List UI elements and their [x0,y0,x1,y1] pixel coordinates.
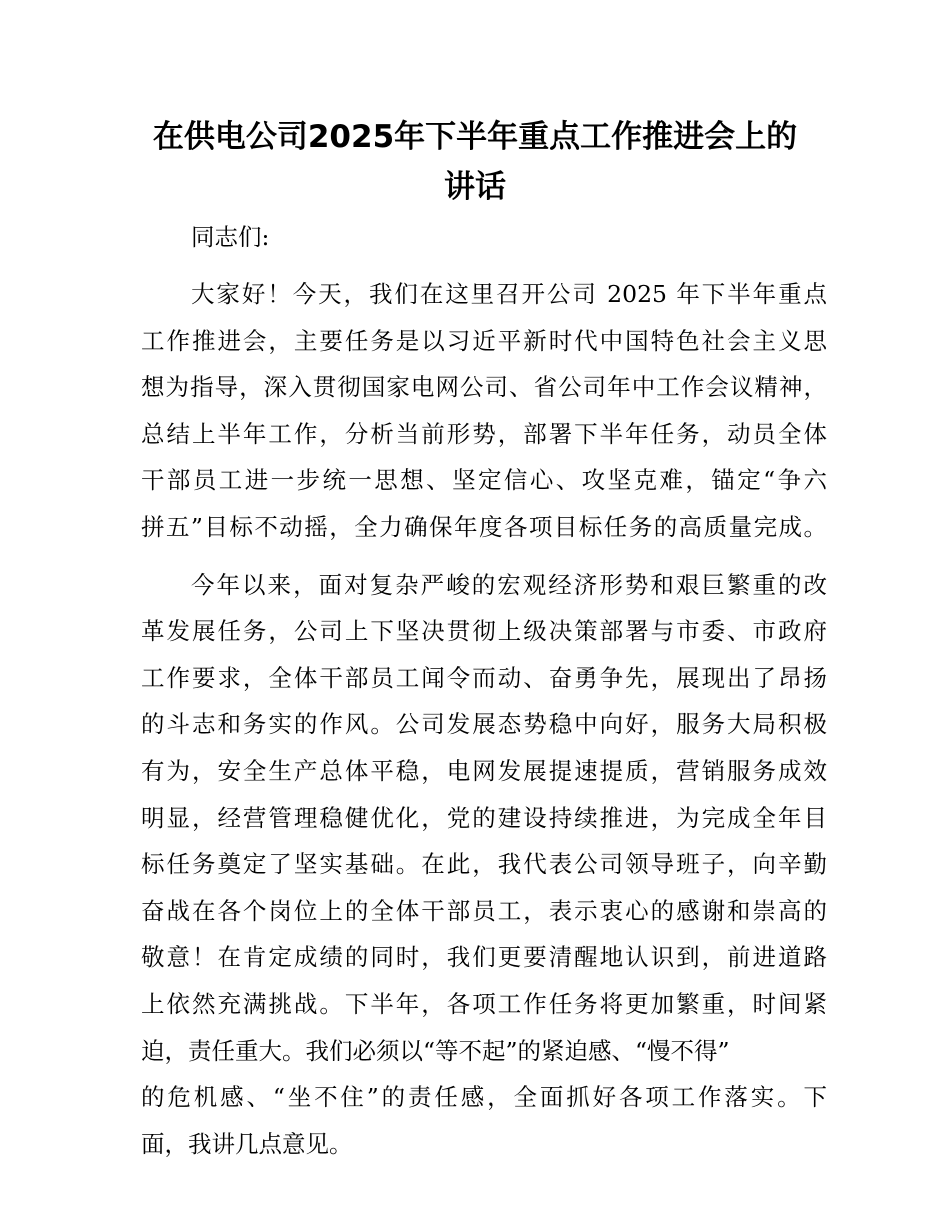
paragraph-line: 工作要求，全体干部员工闻令而动、奋勇争先，展现出了昂扬 [141,663,827,692]
document-body [141,214,827,1167]
paragraph-line: 想为指导，深入贯彻国家电网公司、省公司年中工作会议精神， [141,373,827,402]
paragraph-line: 工作推进会，主要任务是以习近平新时代中国特色社会主义思 [141,326,827,355]
paragraph-line: 上依然充满挑战。下半年，各项工作任务将更加繁重，时间紧 [141,989,827,1018]
salutation: 同志们: [191,223,270,251]
paragraph-line: 总结上半年工作，分析当前形势，部署下半年任务，动员全体 [141,419,827,448]
paragraph-line: 的斗志和务实的作风。公司发展态势稳中向好，服务大局积极 [141,710,827,739]
paragraph-line: 大家好！今天，我们在这里召开公司 2025 年下半年重点 [191,280,827,308]
title-line-1: 在供电公司2025年下半年重点工作推进会上的 [152,119,798,155]
paragraph-line: 迫，责任重大。我们必须以“等不起”的紧迫感、“慢不得” [141,1036,730,1065]
paragraph-line: 拼五”目标不动摇，全力确保年度各项目标任务的高质量完成。 [141,512,827,541]
paragraph-review [141,562,827,1168]
paragraph-line: 今年以来，面对复杂严峻的宏观经济形势和艰巨繁重的改 [191,570,827,599]
paragraph-line: 面，我讲几点意见。 [141,1129,353,1158]
paragraph-line: 的危机感、“坐不住”的责任感，全面抓好各项工作落实。下 [141,1083,827,1112]
paragraph-line: 奋战在各个岗位上的全体干部员工，表示衷心的感谢和崇高的 [141,896,827,925]
paragraph-line: 敬意！在肯定成绩的同时，我们更要清醒地认识到，前进道路 [141,943,827,972]
paragraph-line: 革发展任务，公司上下坚决贯彻上级决策部署与市委、市政府 [141,617,827,646]
title-line-2: 讲话 [444,169,506,205]
paragraph-line: 明显，经营管理稳健优化，党的建设持续推进，为完成全年目 [141,803,827,832]
paragraph-line: 干部员工进一步统一思想、坚定信心、攻坚克难，锚定“争六 [141,466,827,495]
paragraph-opening [141,271,827,551]
paragraph-line: 有为，安全生产总体平稳，电网发展提速提质，营销服务成效 [141,756,827,785]
document-title [120,112,830,212]
paragraph-line: 标任务奠定了坚实基础。在此，我代表公司领导班子，向辛勤 [141,850,827,879]
